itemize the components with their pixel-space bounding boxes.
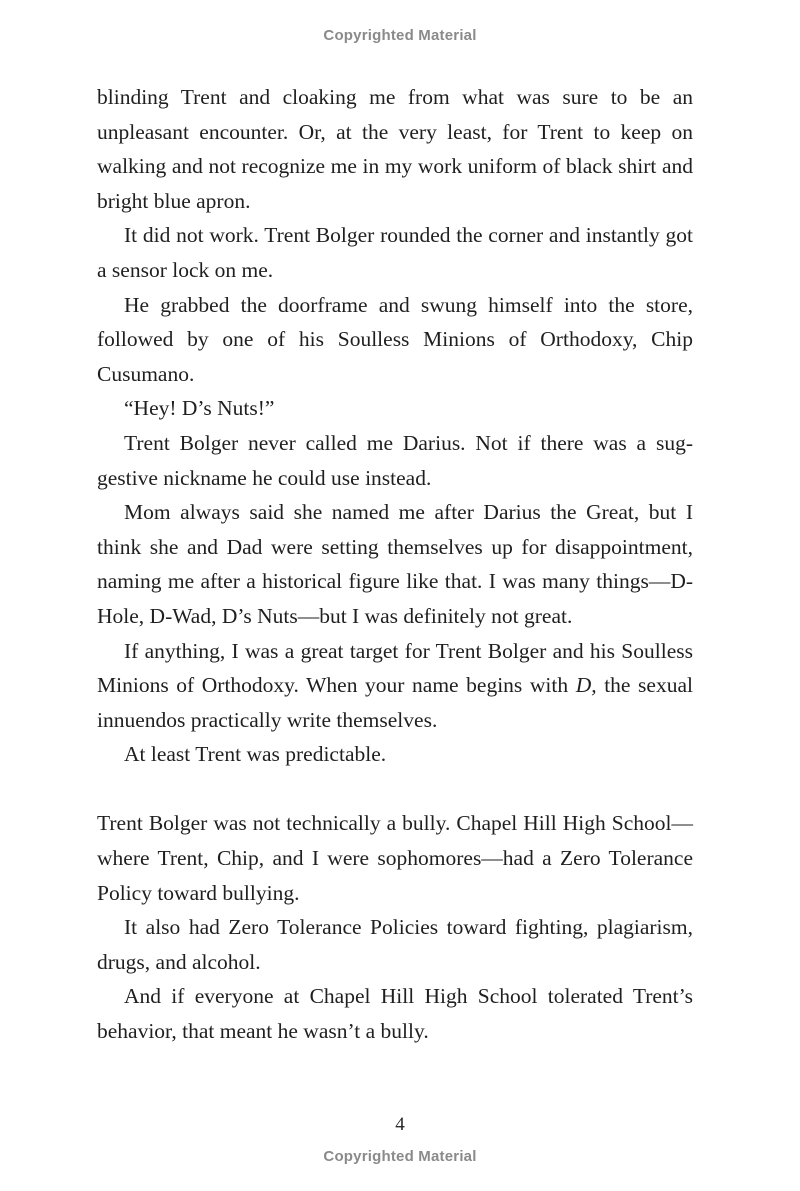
section-break xyxy=(97,772,693,807)
paragraph: It also had Zero Tolerance Policies toward fighting, plagiarism, drugs, and alcohol. xyxy=(97,915,693,974)
paragraph: It did not work. Trent Bolger rounded the corner and instantly got a sensor lock on me. xyxy=(97,223,693,282)
paragraph: He grabbed the doorframe and swung himself into the store, followed by one of his Soulless Minions of Orthodoxy, Chip Cusumano. xyxy=(97,292,693,386)
paragraph: At least Trent was predictable. xyxy=(124,742,387,767)
paragraph-text: the sexual innuendos practically write themselves. xyxy=(97,673,693,732)
paragraph: “Hey! D’s Nuts!” xyxy=(124,396,275,421)
paragraph: And if everyone at Chapel Hill High School tolerated Trent’s behavior, that meant he wasn’t a bully. xyxy=(97,984,693,1044)
paragraph: Trent Bolger never called me Darius. Not if there was a suggestive nickname he could use instead. xyxy=(97,430,693,490)
page-body xyxy=(97,80,693,1049)
paragraph xyxy=(97,634,693,738)
paragraph: Mom always said she named me after Darius the Great, but I think she and Dad were setting themselves up for disappointment, naming me after a historical figure like that. I was many things—D-Hole, D-Wad, D’s Nuts—but I was definitely not great. xyxy=(97,500,693,628)
paragraph-text: If anything, I was a great target for Trent Bolger and his Soulless Minions of Orthodoxy. When your name begins with xyxy=(97,638,693,698)
paragraph: blinding Trent and cloaking me from what was sure to be an unpleasant encounter. Or, at the very least, for Trent to keep on walking and not recognize me in my work uniform of black shirt and bright blue apron. xyxy=(97,85,693,213)
page-number: 4 xyxy=(395,1114,405,1135)
paragraph: Trent Bolger was not technically a bully. Chapel Hill High School—where Trent, Chip, and I were sophomores—had a Zero Tolerance Policy toward bullying. xyxy=(97,811,693,905)
copyright-watermark-top: Copyrighted Material xyxy=(323,27,477,44)
copyright-watermark-bottom: Copyrighted Material xyxy=(323,1148,477,1165)
italic-letter: D, xyxy=(575,673,597,698)
